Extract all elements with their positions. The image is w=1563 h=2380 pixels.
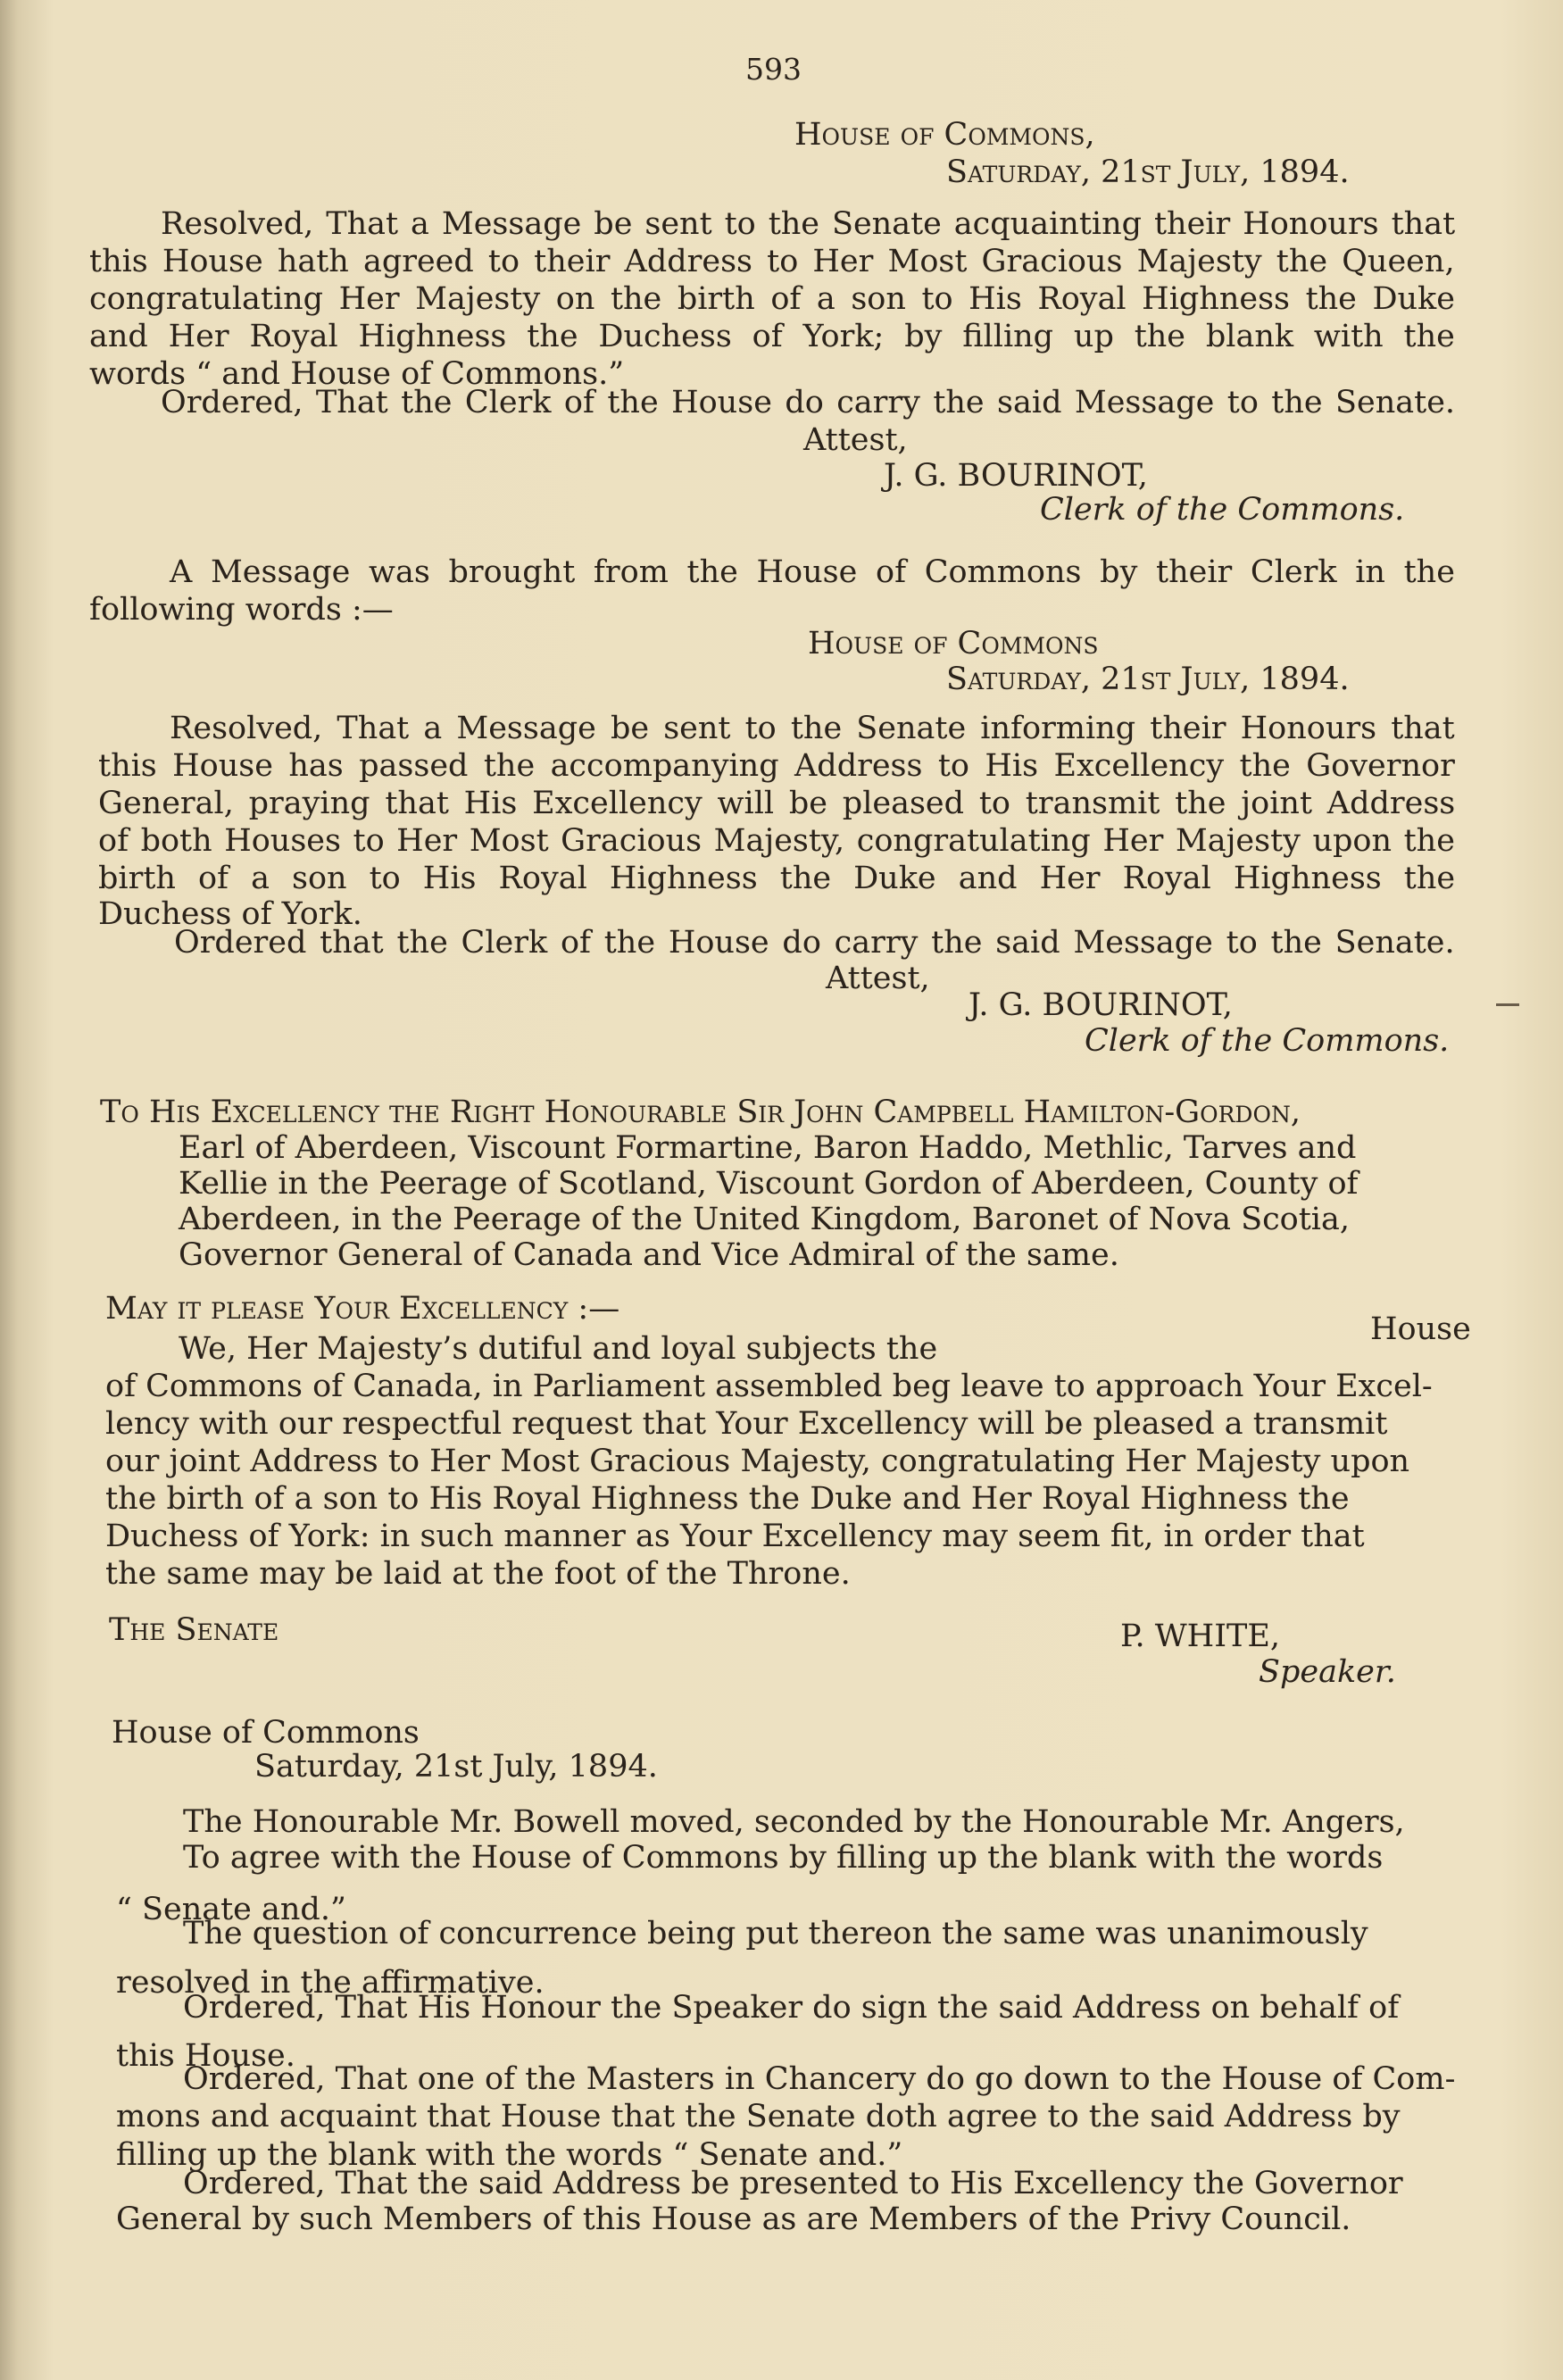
msg1-signer: J. G. BOURINOT, bbox=[884, 458, 1148, 494]
proceedings-line: Ordered, That one of the Masters in Chancery do go down to the House of Com- bbox=[183, 2061, 1456, 2097]
address-body-line: Duchess of York: in such manner as Your Excellency may seem fit, in order that bbox=[105, 1519, 1365, 1554]
msg2-line: Resolved, That a Message be sent to the Senate informing their Honours that bbox=[170, 711, 1455, 746]
msg1-signer-title: Clerk of the Commons. bbox=[1040, 492, 1405, 528]
proceedings-line: “ Senate and.” bbox=[116, 1892, 346, 1927]
proceedings-line: mons and acquaint that House that the Senate doth agree to the said Address by bbox=[116, 2099, 1401, 2135]
address-body-line: our joint Address to Her Most Gracious Majesty, congratulating Her Majesty upon bbox=[105, 1444, 1410, 1479]
address-heading: Earl of Aberdeen, Viscount Formartine, Baron Haddo, Methlic, Tarves and bbox=[179, 1130, 1357, 1166]
address-heading: Kellie in the Peerage of Scotland, Viscount Gordon of Aberdeen, County of bbox=[179, 1166, 1359, 1202]
msg1-line: Resolved, That a Message be sent to the Senate acquainting their Honours that bbox=[161, 206, 1456, 242]
proceedings-line: filling up the blank with the words “ Senate and.” bbox=[116, 2137, 903, 2173]
proceedings-line: To agree with the House of Commons by filling up the blank with the words bbox=[183, 1840, 1384, 1876]
address-body-line: the birth of a son to His Royal Highness the Duke and Her Royal Highness the bbox=[105, 1481, 1350, 1517]
msg2-line: birth of a son to His Royal Highness the Duke and Her Royal Highness the bbox=[98, 861, 1456, 896]
msg2-intro: following words :— bbox=[89, 592, 394, 628]
msg2-place: House of Commons bbox=[808, 626, 1099, 662]
proceedings-line: The question of concurrence being put thereon the same was unanimously bbox=[183, 1916, 1368, 1951]
msg1-attest: Attest, bbox=[803, 422, 908, 458]
proceedings-line: resolved in the affirmative. bbox=[116, 1965, 545, 2001]
address-body-line: the same may be laid at the foot of the Throne. bbox=[105, 1556, 851, 1592]
msg2-intro: A Message was brought from the House of Commons by their Clerk in the bbox=[170, 554, 1455, 590]
address-body-line: lency with our respectful request that Your Excellency will be pleased a transmit bbox=[105, 1406, 1388, 1442]
msg1-line: and Her Royal Highness the Duchess of York; by filling up the blank with the bbox=[89, 319, 1455, 354]
msg2-signer: J. G. BOURINOT, bbox=[969, 987, 1233, 1023]
address-salutation: May it please Your Excellency :— bbox=[105, 1291, 620, 1327]
msg2-signer-title: Clerk of the Commons. bbox=[1085, 1023, 1450, 1059]
address-heading: Governor General of Canada and Vice Admiral of the same. bbox=[179, 1237, 1119, 1273]
address-signer-title: Speaker. bbox=[1259, 1654, 1396, 1690]
the-senate: The Senate bbox=[109, 1612, 279, 1648]
proceedings-date: Saturday, 21st July, 1894. bbox=[254, 1749, 658, 1785]
msg2-line: this House has passed the accompanying Address to His Excellency the Governor bbox=[98, 748, 1455, 784]
msg1-line: Ordered, That the Clerk of the House do carry the said Message to the Senate. bbox=[161, 385, 1456, 420]
address-heading: To His Excellency the Right Honourable Sir John Campbell Hamilton-Gordon, bbox=[100, 1094, 1301, 1130]
proceedings-line: this House. bbox=[116, 2038, 295, 2074]
proceedings-line: The Honourable Mr. Bowell moved, seconded by the Honourable Mr. Angers, bbox=[183, 1804, 1405, 1840]
msg1-place: House of Commons, bbox=[794, 117, 1095, 153]
msg1-line: this House hath agreed to their Address to Her Most Gracious Majesty the Queen, bbox=[89, 244, 1455, 279]
msg2-line: General, praying that His Excellency will be pleased to transmit the joint Address bbox=[98, 786, 1456, 821]
msg2-line: of both Houses to Her Most Gracious Majesty, congratulating Her Majesty upon the bbox=[98, 823, 1455, 859]
proceedings-line: Ordered, That the said Address be presented to His Excellency the Governor bbox=[183, 2166, 1403, 2201]
ink-speck bbox=[1496, 1003, 1519, 1006]
msg2-line: Duchess of York. bbox=[98, 896, 362, 932]
address-house-word: House bbox=[1370, 1311, 1471, 1347]
address-heading: Aberdeen, in the Peerage of the United Kingdom, Baronet of Nova Scotia, bbox=[179, 1202, 1350, 1237]
proceedings-line: Ordered, That His Honour the Speaker do sign the said Address on behalf of bbox=[183, 1990, 1400, 2026]
proceedings-place: House of Commons bbox=[112, 1715, 420, 1751]
msg1-date: Saturday, 21st July, 1894. bbox=[946, 154, 1350, 190]
address-body-line: We, Her Majesty’s dutiful and loyal subjects the bbox=[179, 1331, 938, 1367]
msg1-line: congratulating Her Majesty on the birth of a son to His Royal Highness the Duke bbox=[89, 281, 1455, 317]
proceedings-line: General by such Members of this House as are Members of the Privy Council. bbox=[116, 2201, 1351, 2237]
address-signer: P. WHITE, bbox=[1120, 1619, 1281, 1654]
address-body-line: of Commons of Canada, in Parliament assembled beg leave to approach Your Excel- bbox=[105, 1369, 1433, 1404]
msg2-attest: Attest, bbox=[826, 961, 930, 996]
msg1-line: words “ and House of Commons.” bbox=[89, 356, 625, 392]
msg2-line: Ordered that the Clerk of the House do carry the said Message to the Senate. bbox=[174, 925, 1455, 961]
page-number: 593 bbox=[745, 52, 802, 87]
msg2-date: Saturday, 21st July, 1894. bbox=[946, 662, 1350, 697]
